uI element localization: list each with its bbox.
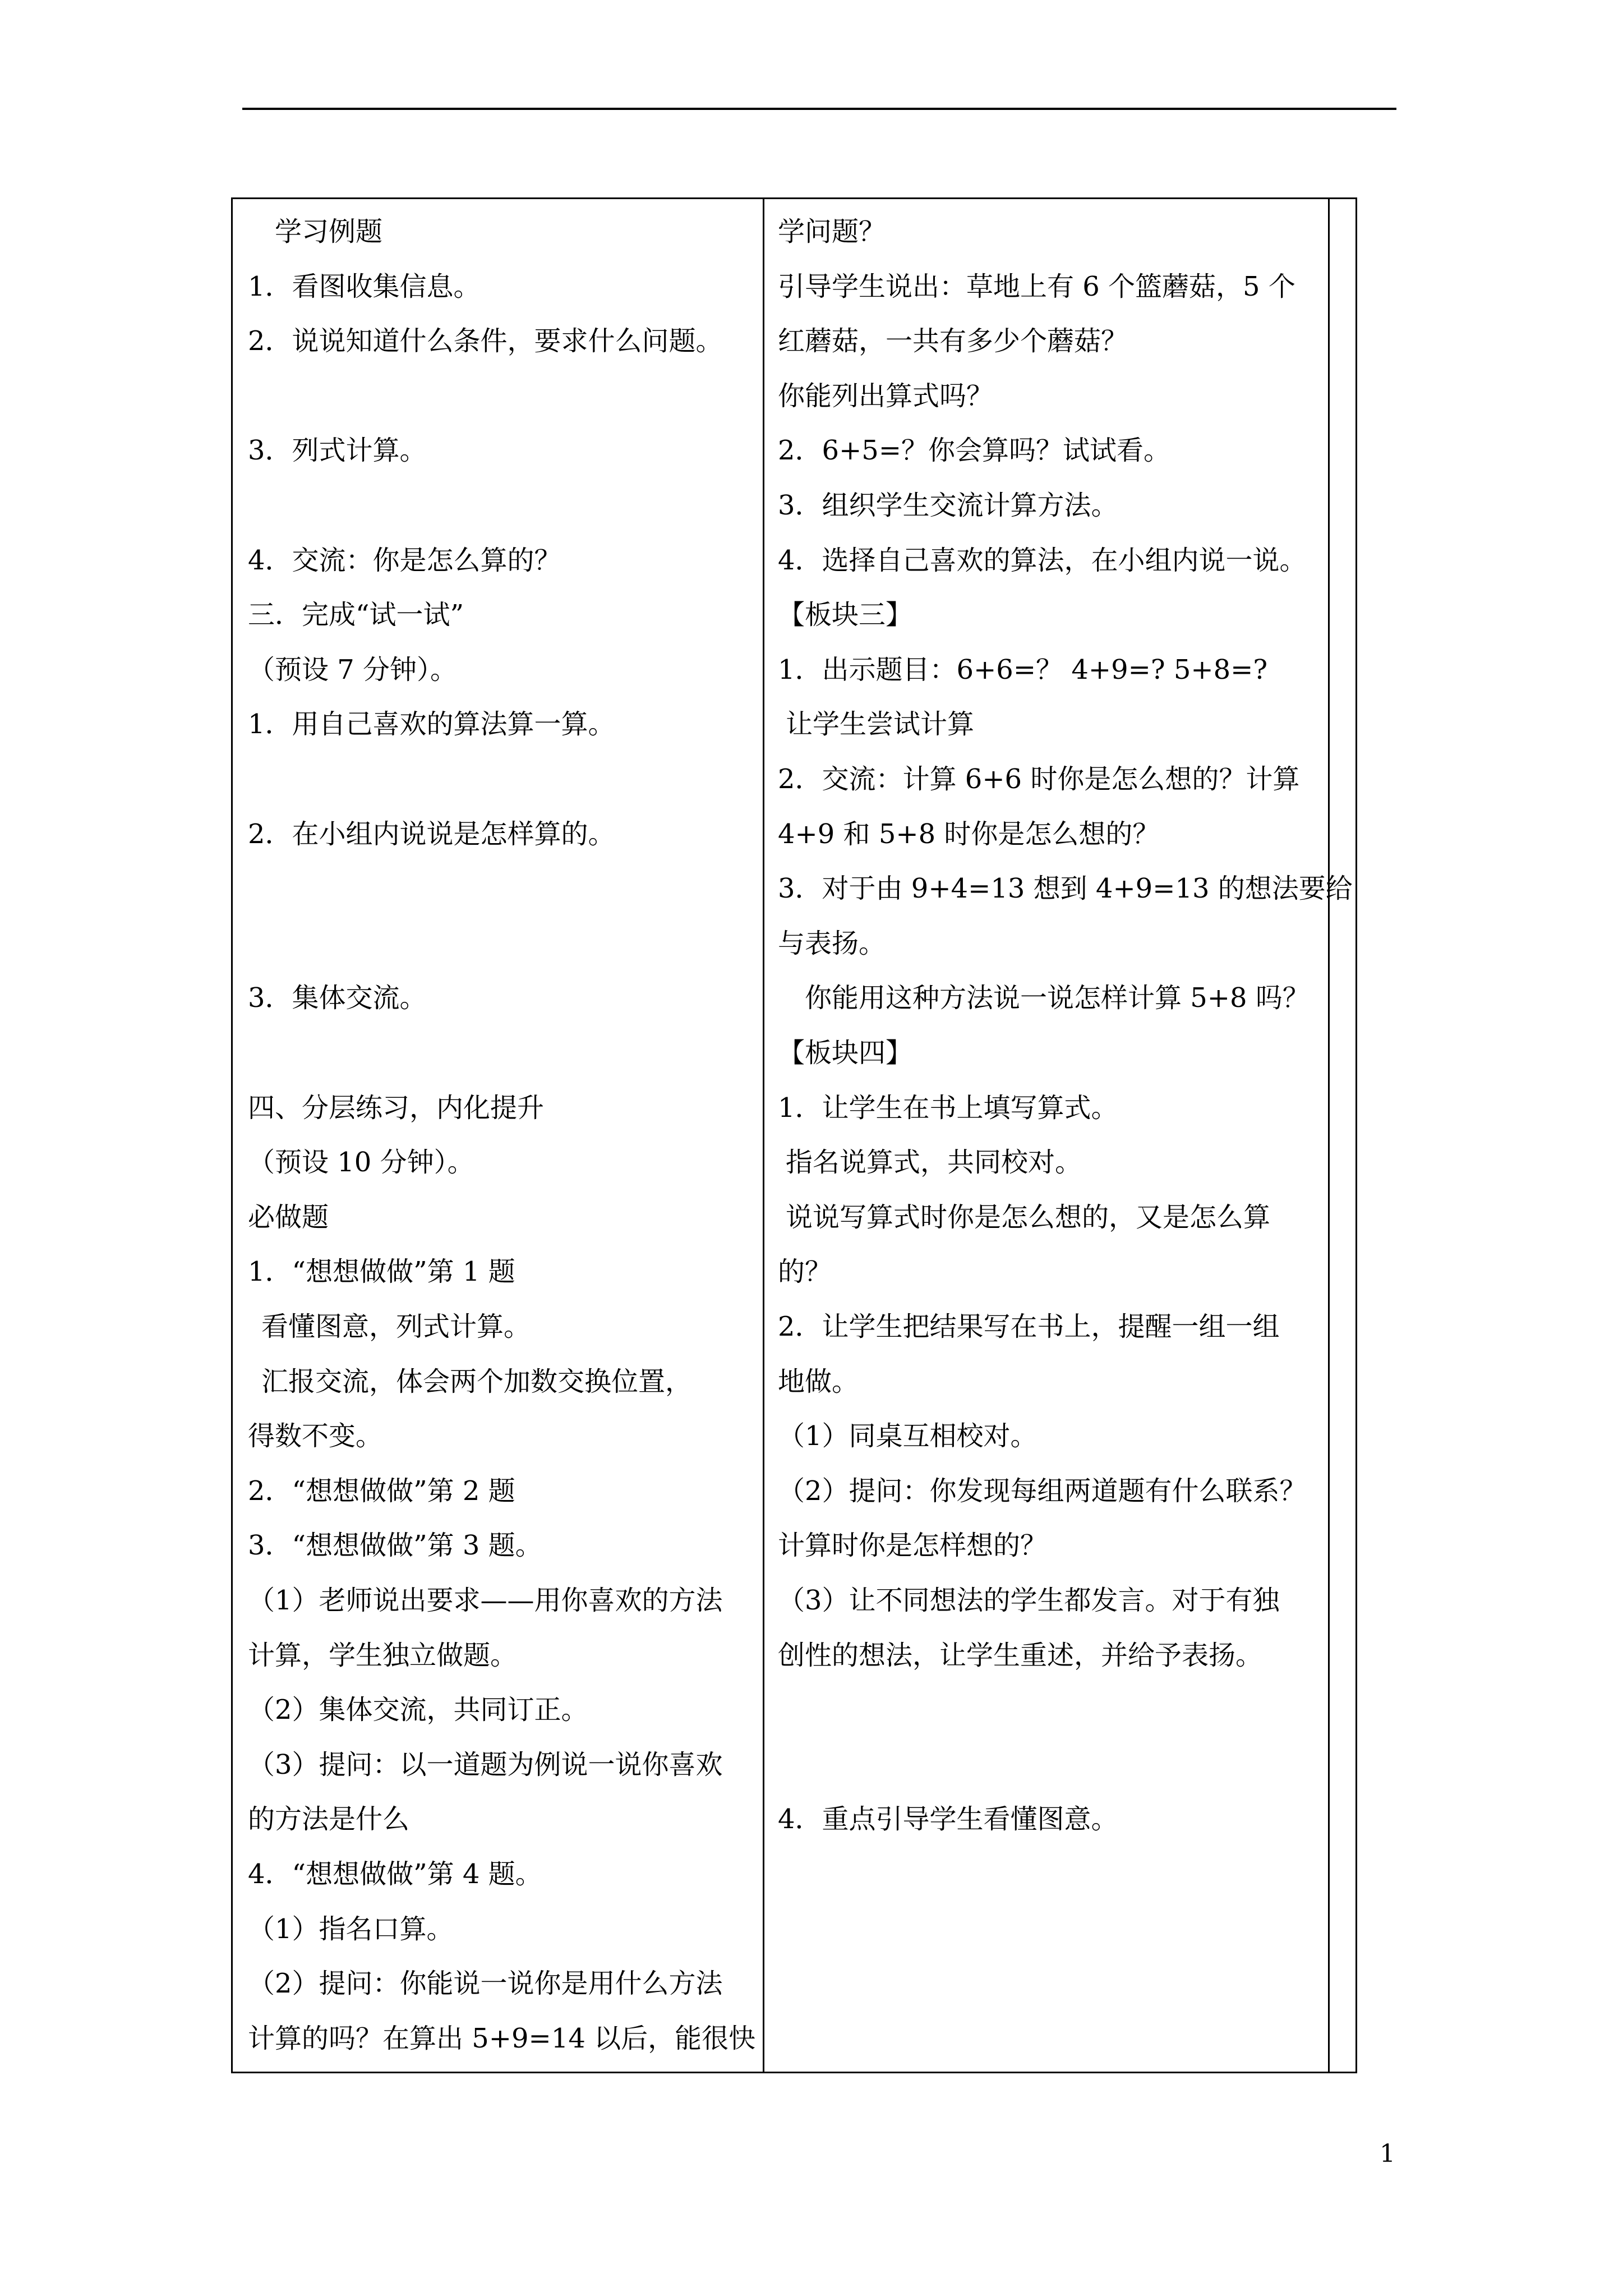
text-line: （3）提问：以一道题为例说一说你喜欢 <box>248 1749 723 1780</box>
text-line: 1．“想想做做”第 1 题 <box>248 1256 515 1288</box>
teacher-activity-column <box>778 199 1353 2072</box>
text-line: 1．看图收集信息。 <box>248 270 481 302</box>
text-line: 2．“想想做做”第 2 题 <box>248 1475 515 1507</box>
column-divider-1 <box>763 199 764 2072</box>
text-line: 1．出示题目：6+6=？ 4+9=? 5+8=? <box>778 654 1268 685</box>
text-line: 必做题 <box>248 1201 329 1233</box>
text-line: 4．交流：你是怎么算的？ <box>248 544 561 576</box>
text-line: （2）提问：你发现每组两道题有什么联系？ <box>778 1475 1307 1507</box>
text-line: 计算，学生独立做题。 <box>248 1639 518 1671</box>
text-line: 计算时你是怎样想的？ <box>778 1530 1048 1562</box>
text-line: 2．说说知道什么条件，要求什么问题。 <box>248 325 723 357</box>
text-line: （1）老师说出要求——用你喜欢的方法 <box>248 1585 723 1616</box>
text-line: 的？ <box>778 1256 832 1288</box>
lesson-table <box>231 197 1357 2073</box>
text-line: 2．让学生把结果写在书上，提醒一组一组 <box>778 1311 1280 1342</box>
text-line: 1．让学生在书上填写算式。 <box>778 1092 1118 1124</box>
text-line: （1）指名口算。 <box>248 1913 454 1945</box>
text-line: 【板块四】 <box>778 1037 913 1069</box>
text-line: 的方法是什么 <box>248 1803 410 1835</box>
text-line: （2）集体交流，共同订正。 <box>248 1694 588 1726</box>
text-line: 得数不变。 <box>248 1420 383 1452</box>
text-line: 3．“想想做做”第 3 题。 <box>248 1530 542 1562</box>
text-line: （3）让不同想法的学生都发言。对于有独 <box>778 1585 1280 1616</box>
text-line: 让学生尝试计算 <box>786 708 975 740</box>
text-line: 你能列出算式吗？ <box>778 380 994 412</box>
column-divider-2 <box>1328 199 1330 2072</box>
student-activity-column <box>248 199 761 2072</box>
text-line: 3．对于由 9+4=13 想到 4+9=13 的想法要给 <box>778 873 1353 905</box>
text-line: 3．集体交流。 <box>248 982 427 1014</box>
header-rule <box>242 108 1396 110</box>
notes-column <box>1331 199 1355 2072</box>
text-line: （预设 10 分钟）。 <box>248 1147 474 1179</box>
text-line: 【板块三】 <box>778 599 913 631</box>
text-line: 4．“想想做做”第 4 题。 <box>248 1858 542 1890</box>
text-line: 四、分层练习，内化提升 <box>248 1092 545 1124</box>
text-line: 2．在小组内说说是怎样算的。 <box>248 818 615 850</box>
text-line: 看懂图意，列式计算。 <box>261 1311 531 1342</box>
text-line: 与表扬。 <box>778 927 886 959</box>
text-line: 1．用自己喜欢的算法算一算。 <box>248 708 615 740</box>
text-line: 三．完成“试一试” <box>248 599 464 631</box>
text-line: 学问题？ <box>778 216 886 247</box>
text-line: （1）同桌互相校对。 <box>778 1420 1038 1452</box>
text-line: 2．6+5=？你会算吗？试试看。 <box>778 435 1171 467</box>
text-line: 2．交流：计算 6+6 时你是怎么想的？计算 <box>778 763 1300 795</box>
page-number: 1 <box>1380 2139 1395 2168</box>
text-line: 地做。 <box>778 1365 859 1397</box>
text-line: （预设 7 分钟）。 <box>248 654 458 685</box>
text-line: 学习例题 <box>275 216 383 247</box>
text-line: 汇报交流，体会两个加数交换位置， <box>261 1365 693 1397</box>
text-line: （2）提问：你能说一说你是用什么方法 <box>248 1968 723 2000</box>
text-line: 计算的吗？在算出 5+9=14 以后，能很快 <box>248 2022 756 2054</box>
text-line: 引导学生说出：草地上有 6 个篮蘑菇，5 个 <box>778 270 1295 302</box>
text-line: 创性的想法，让学生重述，并给予表扬。 <box>778 1639 1263 1671</box>
text-line: 4+9 和 5+8 时你是怎么想的？ <box>778 818 1160 850</box>
text-line: 4．选择自己喜欢的算法，在小组内说一说。 <box>778 544 1307 576</box>
text-line: 指名说算式，共同校对。 <box>786 1147 1082 1179</box>
text-line: 红蘑菇，一共有多少个蘑菇？ <box>778 325 1128 357</box>
text-line: 3．列式计算。 <box>248 435 427 467</box>
text-line: 3．组织学生交流计算方法。 <box>778 490 1118 521</box>
text-line: 4．重点引导学生看懂图意。 <box>778 1803 1118 1835</box>
text-line: 说说写算式时你是怎么想的，又是怎么算 <box>786 1201 1271 1233</box>
text-line: 你能用这种方法说一说怎样计算 5+8 吗？ <box>805 982 1310 1014</box>
